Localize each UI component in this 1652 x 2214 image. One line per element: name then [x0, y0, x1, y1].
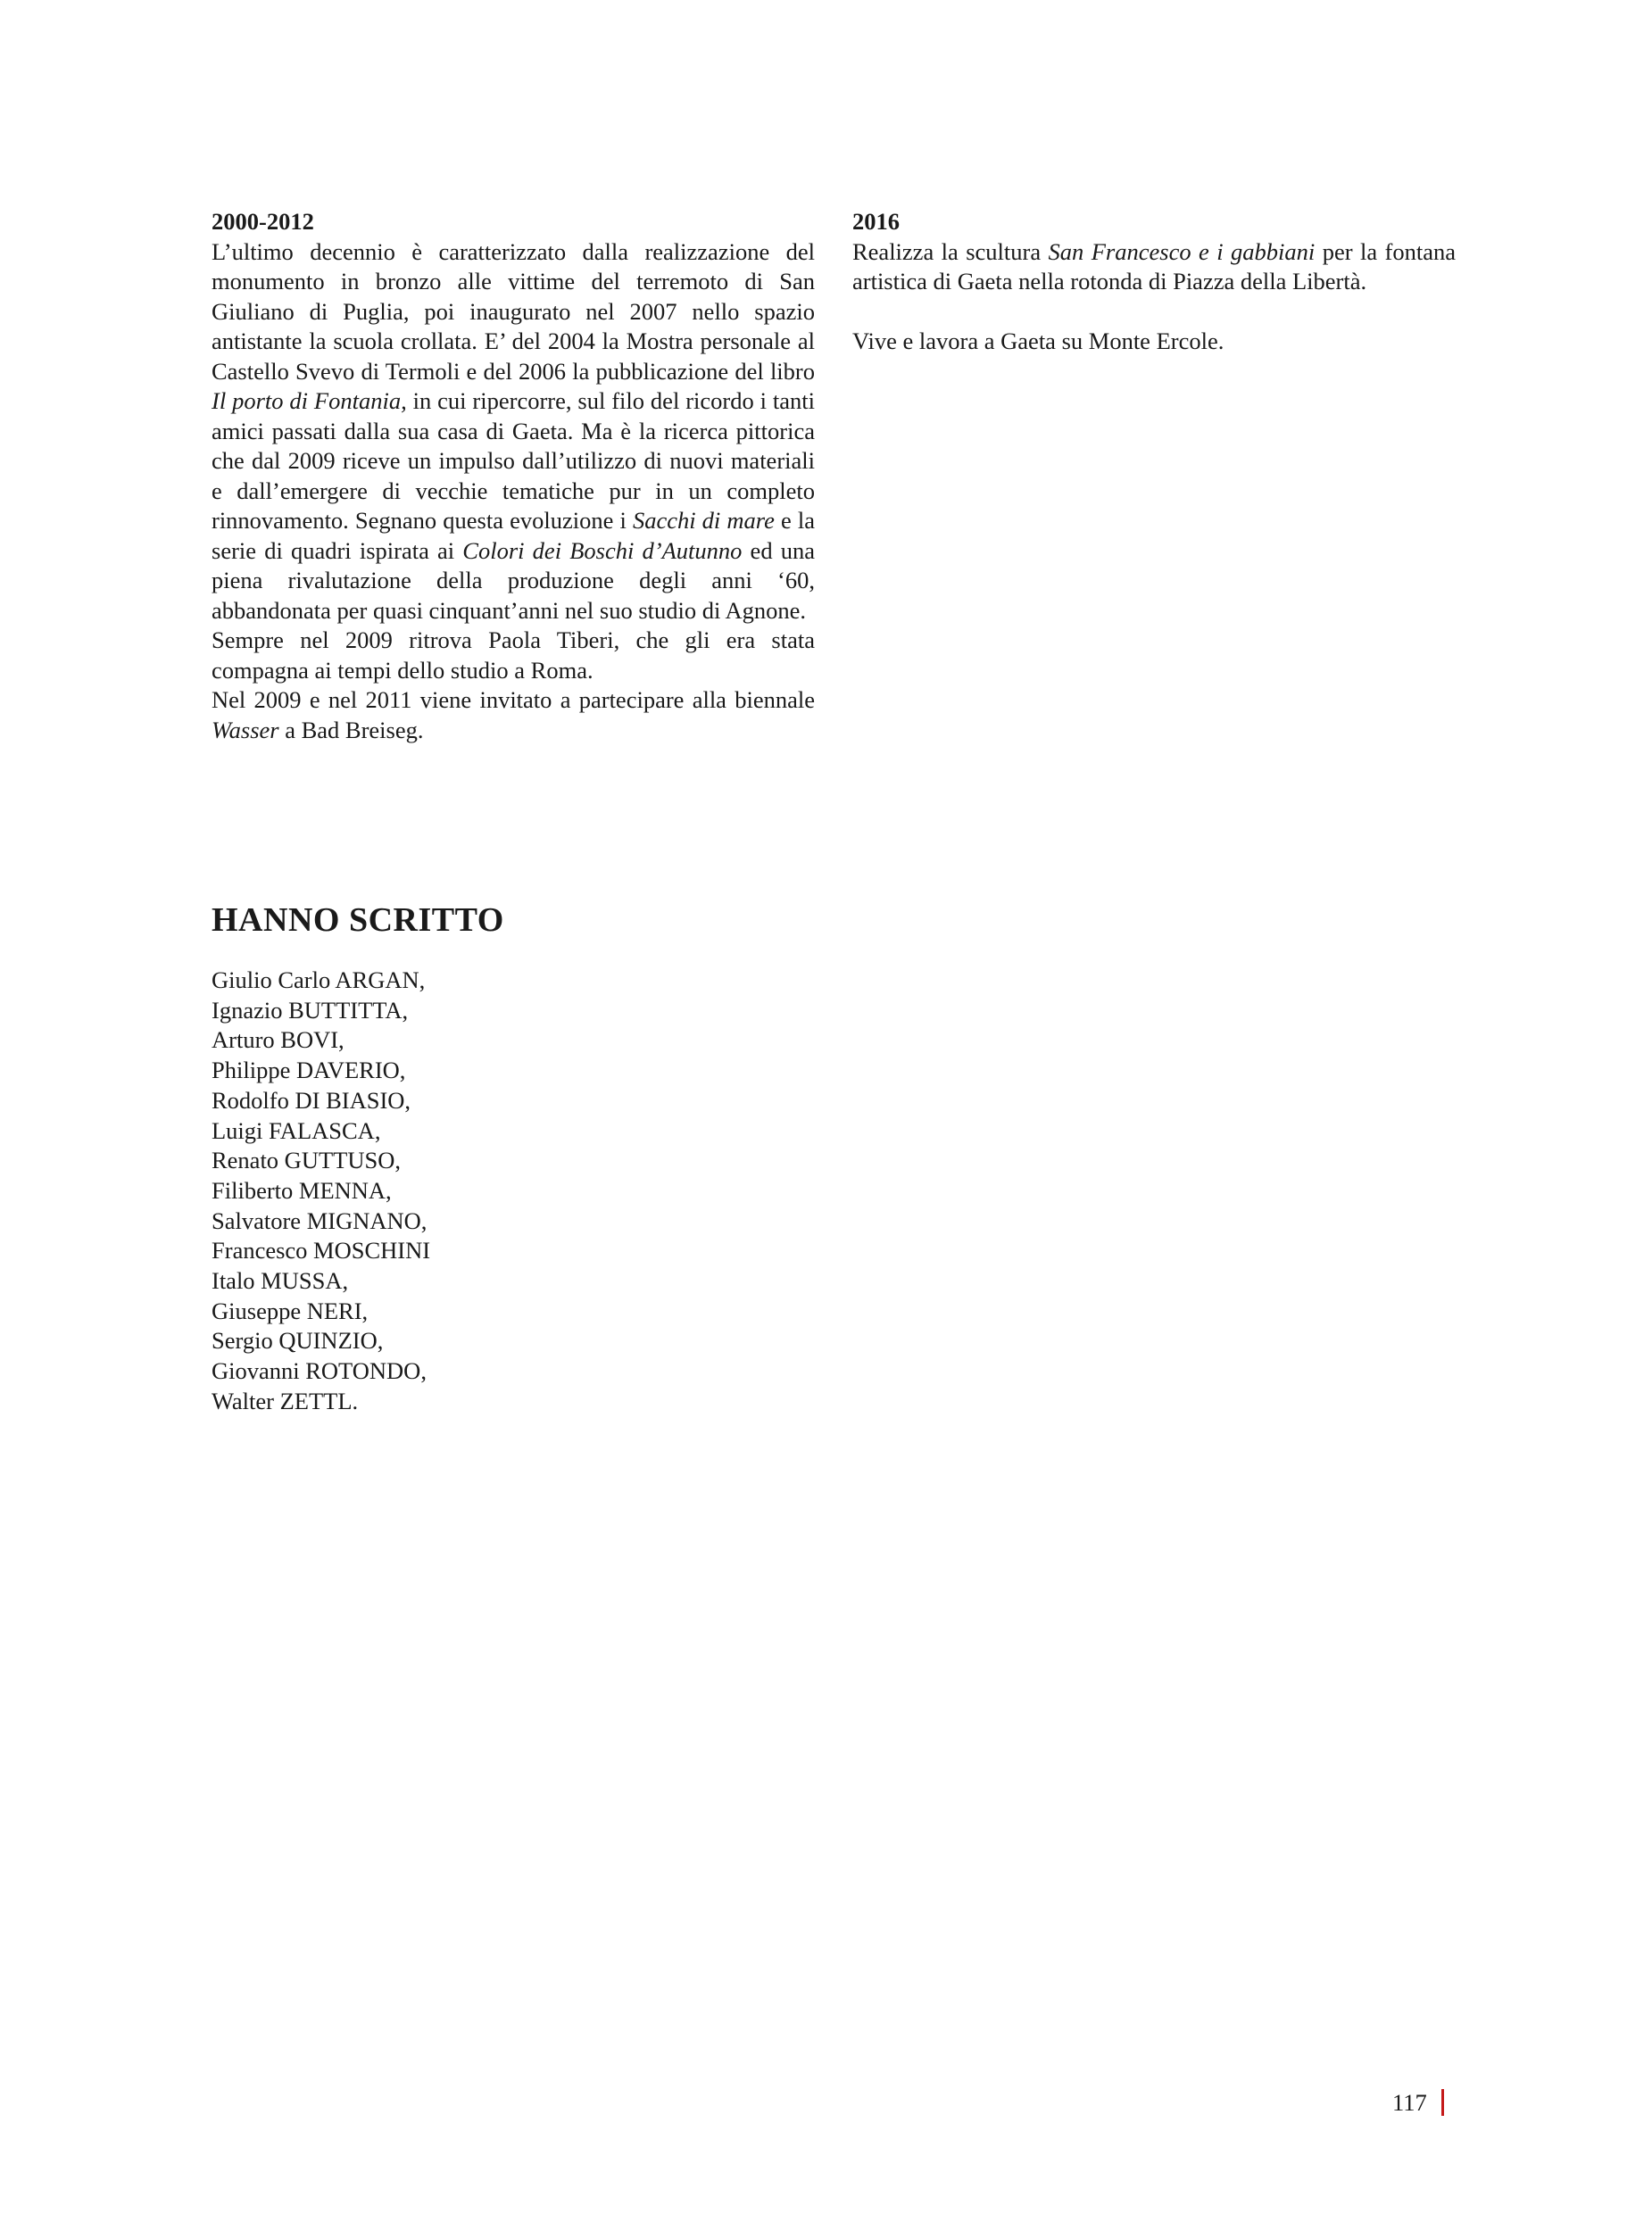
author-item: Renato GUTTUSO, — [212, 1147, 401, 1174]
biography-paragraph — [852, 237, 1456, 297]
artwork-series-title: Colori dei Boschi d’Autunno — [462, 536, 743, 564]
paragraph-text: Sempre nel 2009 ritrova Paola Tiberi, che gli era stata compagna ai tempi dello studio a Roma. — [212, 626, 815, 684]
sculpture-title: San Francesco e i gabbiani — [1048, 237, 1316, 265]
page-number-accent-rule — [1441, 2089, 1444, 2116]
biography-column-right — [852, 207, 1456, 357]
paragraph-text: in cui ripercorre, sul filo del ricordo i tanti amici passati dalla sua casa di Gaeta. Ma è la ricerca pittorica che dal 2009 riceve un impulso dall’utilizzo di nuovi materiali e dall’emergere di vecchie tematiche pur in un completo rinnovamento. Segnano questa evoluzione i — [212, 387, 816, 534]
author-item: Luigi FALASCA, — [212, 1116, 381, 1144]
artwork-series-title: Sacchi di mare — [632, 507, 775, 534]
author-item: Ignazio BUTTITTA, — [212, 996, 409, 1024]
author-item: Giuseppe NERI, — [212, 1297, 369, 1324]
exhibition-title: Wasser — [212, 716, 279, 743]
author-item: Walter ZETTL. — [212, 1387, 359, 1414]
paragraph-text: Realizza la scultura — [852, 237, 1049, 265]
biography-paragraph — [212, 685, 815, 745]
biography-column-left — [212, 207, 815, 745]
year-heading: 2000-2012 — [212, 208, 314, 235]
page-number: 117 — [1392, 2089, 1427, 2116]
author-item: Italo MUSSA, — [212, 1267, 349, 1295]
authors-list — [212, 966, 430, 1417]
author-item: Giulio Carlo ARGAN, — [212, 966, 426, 993]
paragraph-text: L’ultimo decennio è caratterizzato dalla realizzazione del monumento in bronzo alle vittime del terremoto di San Giuliano di Puglia, poi inaugurato nel 2007 nello spazio antistante la scuola crollata. E’ del 2004 la Mostra personale al Castello Svevo di Termoli e del 2006 la pubblicazione del libro — [212, 237, 815, 385]
author-item: Salvatore MIGNANO, — [212, 1207, 428, 1234]
book-title: Il porto di Fontania, — [212, 387, 407, 414]
biography-paragraph — [212, 626, 815, 685]
page-footer — [1392, 2088, 1444, 2117]
author-item: Filiberto MENNA, — [212, 1176, 392, 1204]
biography-paragraph — [852, 327, 1456, 357]
author-item: Arturo BOVI, — [212, 1026, 345, 1054]
author-item: Philippe DAVERIO, — [212, 1057, 406, 1084]
author-item: Francesco MOSCHINI — [212, 1237, 431, 1265]
paragraph-gap — [852, 297, 1456, 328]
author-item: Sergio QUINZIO, — [212, 1327, 384, 1355]
paragraph-text: e la serie di quadri ispirata ai — [212, 507, 815, 564]
author-item: Giovanni ROTONDO, — [212, 1357, 427, 1385]
paragraph-text: per la fontana artistica di Gaeta nella rotonda di Piazza della Libertà. — [852, 237, 1456, 294]
paragraph-text: a Bad Breiseg. — [278, 716, 424, 743]
author-item: Rodolfo DI BIASIO, — [212, 1086, 411, 1114]
paragraph-text: Nel 2009 e nel 2011 viene invitato a partecipare alla biennale — [212, 686, 815, 713]
biography-paragraph — [212, 237, 815, 626]
section-title: HANNO SCRITTO — [212, 901, 504, 939]
paragraph-text: Vive e lavora a Gaeta su Monte Ercole. — [852, 328, 1224, 354]
paragraph-text: ed una piena rivalutazione della produzione degli anni ‘60, abbandonata per quasi cinquant’anni nel suo studio di Agnone. — [212, 536, 815, 624]
year-heading: 2016 — [852, 208, 900, 235]
